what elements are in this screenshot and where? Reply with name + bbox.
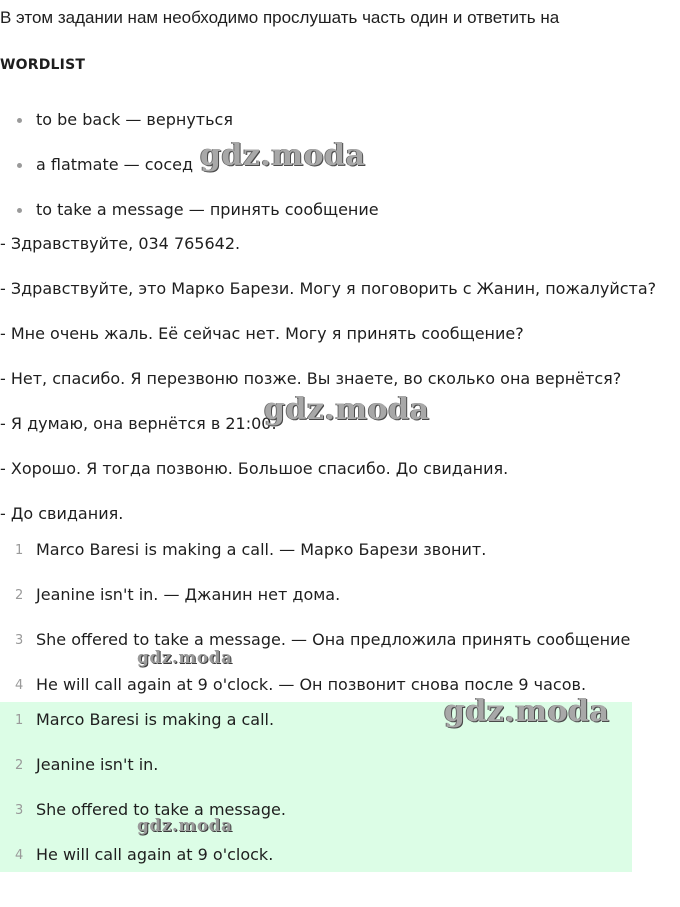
item-number: 2	[15, 588, 24, 603]
answer-item	[0, 800, 286, 845]
translation-text: He will call again at 9 o'clock. — Он позвонит снова после 9 часов.	[36, 675, 587, 694]
watermark-logo: gdz.moda	[444, 694, 610, 729]
translation-item	[0, 630, 630, 675]
translation-item	[0, 540, 630, 585]
answer-item	[0, 755, 286, 800]
translation-item	[0, 585, 630, 630]
wordlist-item	[0, 155, 379, 200]
dialogue-line: - Нет, спасибо. Я перезвоню позже. Вы знаете, во сколько она вернётся?	[0, 369, 622, 388]
item-number: 4	[15, 848, 24, 863]
wordlist-item-text: to be back — вернуться	[36, 110, 233, 129]
watermark-logo: gdz.moda	[200, 138, 366, 173]
wordlist-item	[0, 110, 379, 155]
watermark-logo: gdz.moda	[264, 392, 430, 427]
wordlist-item-text: a flatmate — сосед	[36, 155, 194, 174]
item-number: 4	[15, 678, 24, 693]
watermark-logo: gdz.moda	[137, 648, 233, 668]
dialogue-line: - Мне очень жаль. Её сейчас нет. Могу я принять сообщение?	[0, 324, 524, 343]
dialogue-line: - Здравствуйте, 034 765642.	[0, 234, 241, 253]
wordlist	[0, 110, 379, 245]
wordlist-item-text: to take a message — принять сообщение	[36, 200, 379, 219]
intro-text: В этом задании нам необходимо прослушать часть один и ответить на	[0, 8, 560, 27]
answer-item	[0, 845, 286, 890]
item-number: 2	[15, 758, 24, 773]
dialogue-line: - Хорошо. Я тогда позвоню. Большое спасибо. До свидания.	[0, 459, 509, 478]
bullet-dot	[17, 208, 22, 213]
translation-text: She offered to take a message. — Она предложила принять сообщение	[36, 630, 631, 649]
translation-text: Marco Baresi is making a call. — Марко Барези звонит.	[36, 540, 487, 559]
item-number: 1	[15, 543, 24, 558]
item-number: 1	[15, 713, 24, 728]
answer-list	[0, 710, 286, 890]
answer-text: Jeanine isn't in.	[36, 755, 159, 774]
translation-text: Jeanine isn't in. — Джанин нет дома.	[36, 585, 341, 604]
dialogue-line: - До свидания.	[0, 504, 124, 523]
answer-text: She offered to take a message.	[36, 800, 286, 819]
watermark-logo: gdz.moda	[137, 816, 233, 836]
translation-list	[0, 540, 630, 720]
item-number: 3	[15, 633, 24, 648]
bullet-dot	[17, 118, 22, 123]
answer-text: Marco Baresi is making a call.	[36, 710, 275, 729]
dialogue	[0, 234, 656, 549]
answer-item	[0, 710, 286, 755]
answer-text: He will call again at 9 o'clock.	[36, 845, 274, 864]
dialogue-line: - Здравствуйте, это Марко Барези. Могу я поговорить с Жанин, пожалуйста?	[0, 279, 657, 298]
item-number: 3	[15, 803, 24, 818]
dialogue-line: - Я думаю, она вернётся в 21:00.	[0, 414, 277, 433]
wordlist-heading: WORDLIST	[0, 57, 86, 73]
bullet-dot	[17, 163, 22, 168]
